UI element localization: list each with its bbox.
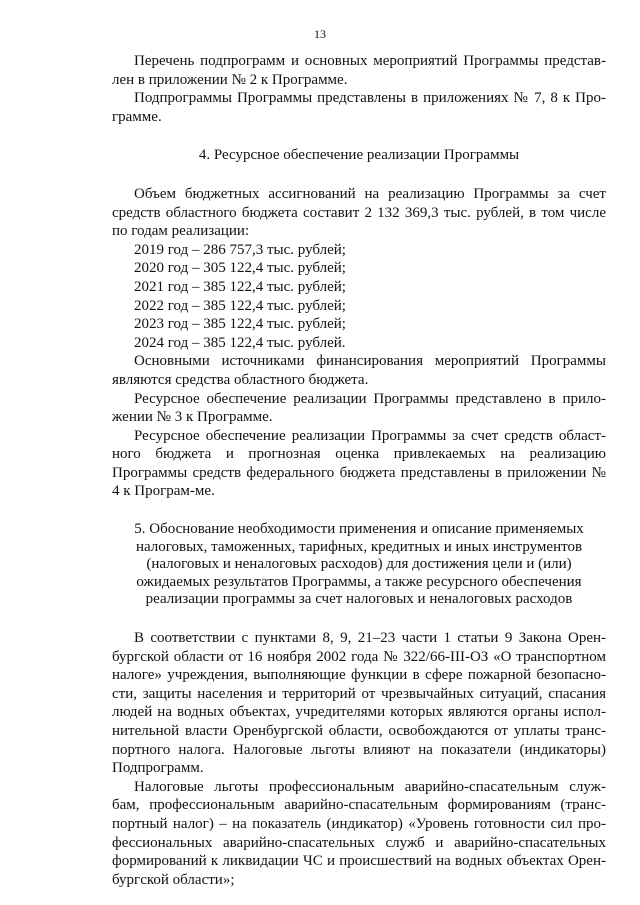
budget-years-list (112, 241, 606, 353)
paragraph-subprograms-appendix: Подпрограммы Программы представлены в приложениях № 7, 8 к Про-грамме. (112, 90, 606, 125)
page-number: 13 (314, 27, 326, 41)
section-5-title-line: ожидаемых результатов Программы, а также ресурсного обеспечения (136, 573, 582, 590)
budget-year-item: 2023 год – 385 122,4 тыс. рублей; (134, 316, 346, 333)
budget-year-item: 2022 год – 385 122,4 тыс. рублей; (134, 297, 346, 314)
section-5-title (112, 521, 606, 609)
section-5-title-line: 5. Обоснование необходимости применения и описание применяемых (134, 521, 584, 538)
paragraph-appendix-3: Ресурсное обеспечение реализации Программы представлено в прило-жении № 3 к Программе. (112, 390, 606, 426)
budget-year-item: 2021 год – 385 122,4 тыс. рублей; (134, 278, 346, 295)
section-5-title-line: налоговых, таможенных, тарифных, кредитных и иных инструментов (135, 538, 583, 555)
paragraph-tax-exemption: В соответствии с пунктами 8, 9, 21–23 части 1 статьи 9 Закона Орен-бургской области от 16 ноября 2002 года № 322/66-III-ОЗ «О транспортном налоге» учреждения, выполняющие функции в сфере пожарной безопасно-сти, защиты населения и территорий от чрезвычайных ситуаций, спасания людей на водных объектах, учредителями которых являются органы испол-нительной власти Оренбургской области, освобождаются от уплаты транс-портного налога. Налоговые льготы влияют на показатели (индикаторы) Подпрограмм. (112, 630, 606, 777)
budget-year-item: 2024 год – 385 122,4 тыс. рублей. (134, 334, 346, 351)
section-5-title-line: (налоговых и неналоговых расходов) для достижения цели и (или) (146, 556, 572, 573)
section-5-title-line: реализации программы за счет налоговых и неналоговых расходов (145, 591, 573, 608)
paragraph-subprograms-list: Перечень подпрограмм и основных мероприятий Программы представ-лен в приложении № 2 к Программе. (112, 53, 606, 88)
section-4-title: 4. Ресурсное обеспечение реализации Программы (198, 147, 520, 164)
budget-year-item: 2020 год – 305 122,4 тыс. рублей; (134, 260, 346, 277)
document-body (112, 52, 606, 889)
budget-year-item: 2019 год – 286 757,3 тыс. рублей; (134, 241, 346, 258)
paragraph-tax-benefits: Налоговые льготы профессиональным аварийно-спасательным служ-бам, профессиональным аварийно-спасательным формированиям (транс-портный налог) – на показатель (индикатор) «Уровень готовности сил про-фессиональных аварийно-спасательных служб и аварийно-спасательных формирований к ликвидации ЧС и происшествий на водных объектах Орен-бургской области»; (112, 778, 606, 888)
paragraph-funding-sources: Основными источниками финансирования мероприятий Программы являются средства областного бюджета. (112, 353, 606, 388)
paragraph-appendix-4: Ресурсное обеспечение реализации Программы за счет средств област-ного бюджета и прогнозная оценка привлекаемых на реализацию Программы средств федерального бюджета представлены в приложении № 4 к Програм-ме. (112, 427, 606, 500)
paragraph-budget-volume: Объем бюджетных ассигнований на реализацию Программы за счет средств областного бюджета составит 2 132 369,3 тыс. рублей, в том числе по годам реализации: (112, 185, 606, 240)
